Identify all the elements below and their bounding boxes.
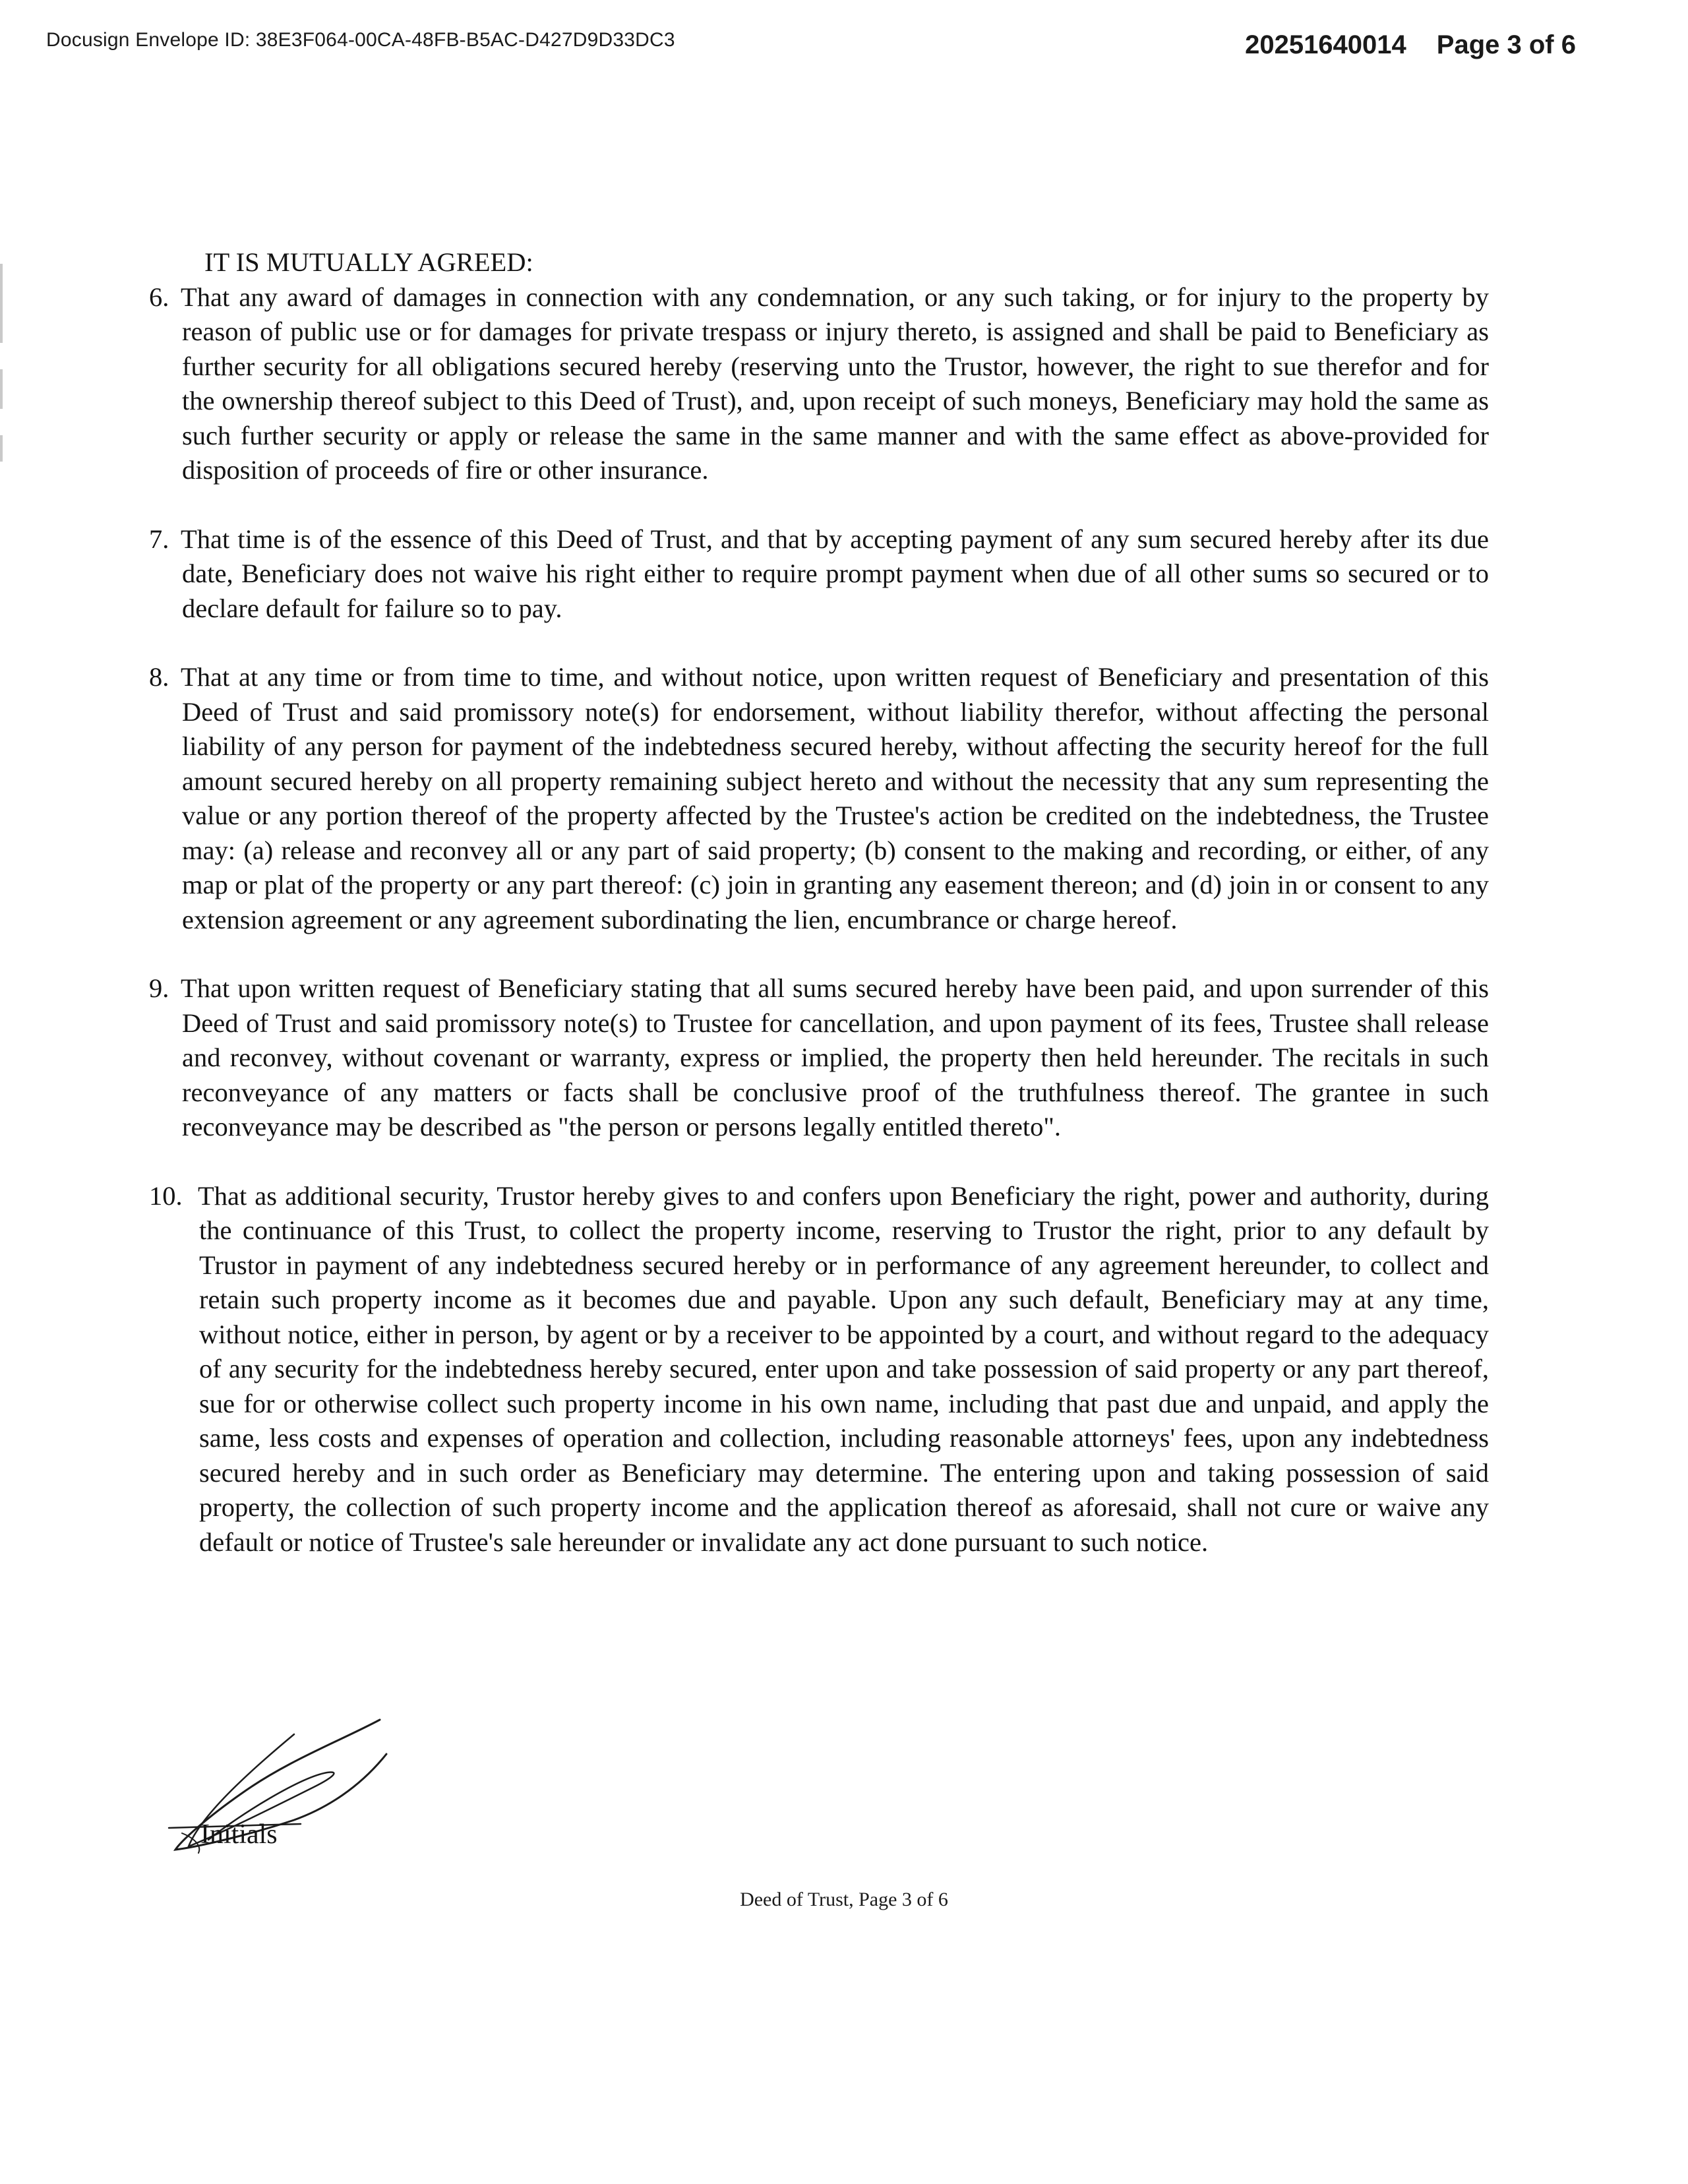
initials-block [162, 1714, 400, 1860]
clause-8 [149, 660, 1489, 937]
clause-number: 9. [149, 973, 169, 1003]
scan-mark [0, 264, 3, 343]
clause-number: 8. [149, 662, 169, 692]
section-heading: IT IS MUTUALLY AGREED: [204, 247, 533, 277]
scan-mark [0, 369, 3, 409]
initials-signature [162, 1714, 400, 1860]
clause-10 [149, 1179, 1489, 1560]
clause-text: That as additional security, Trustor hereby gives to and confers upon Beneficiary the right, power and authority, during the continuance of this Trust, to collect the property income, reserving to Trustor the right, prior to any default by Trustor in payment of any indebtedness secured hereby or in performance of any agreement hereunder, to collect and retain such property income as it becomes due and payable. Upon any such default, Beneficiary may at any time, without notice, either in person, by agent or by a receiver to be appointed by a court, and without regard to the adequacy of any security for the indebtedness hereby secured, enter upon and take possession of said property or any part thereof, sue for or otherwise collect such property income in his own name, including that past due and unpaid, and apply the same, less costs and expenses of operation and collection, including reasonable attorneys' fees, upon any indebtedness secured hereby and in such order as Beneficiary may determine. The entering upon and taking possession of said property, the collection of such property income and the application thereof as aforesaid, shall not cure or waive any default or notice of Trustee's sale hereunder or invalidate any act done pursuant to such notice. [198, 1180, 1489, 1557]
initials-label: Initials [200, 1819, 278, 1850]
header-right [1245, 30, 1576, 60]
clause-7 [149, 522, 1489, 626]
document-body [149, 245, 1489, 1560]
clause-6 [149, 280, 1489, 488]
clause-number: 10. [149, 1180, 183, 1211]
clause-text: That time is of the essence of this Deed of Trust, and that by accepting payment of any sum secured hereby after its due date, Beneficiary does not waive his right either to require prompt payment when due of all other sums so secured or to declare default for failure so to pay. [181, 524, 1489, 623]
clause-9 [149, 971, 1489, 1145]
clause-number: 6. [149, 282, 169, 312]
clause-text: That any award of damages in connection with any condemnation, or any such taking, or for injury to the property by reason of public use or for damages for private trespass or injury thereto, is assigned and shall be paid to Beneficiary as further security for all obligations secured hereby (reserving unto the Trustor, however, the right to sue therefor and for the ownership thereof subject to this Deed of Trust), and, upon receipt of such moneys, Beneficiary may hold the same as such further security or apply or release the same in the same manner and with the same effect as above-provided for disposition of proceeds of fire or other insurance. [181, 282, 1489, 485]
clause-text: That at any time or from time to time, and without notice, upon written request of Beneficiary and presentation of this Deed of Trust and said promissory note(s) for endorsement, without liability therefor, without affecting the personal liability of any person for payment of the indebtedness secured hereby, without affecting the security hereof for the full amount secured hereby on all property remaining subject hereto and without the necessity that any sum representing the value or any portion thereof of the property affected by the Trustee's action be credited on the indebtedness, the Trustee may: (a) release and reconvey all or any part of said property; (b) consent to the making and recording, or either, of any map or plat of the property or any part thereof: (c) join in granting any easement thereon; and (d) join in or consent to any extension agreement or any agreement subordinating the lien, encumbrance or charge hereof. [181, 662, 1489, 934]
scan-mark [0, 435, 3, 462]
page-footer: Deed of Trust, Page 3 of 6 [740, 1889, 948, 1910]
envelope-id: Docusign Envelope ID: 38E3F064-00CA-48FB-B5AC-D427D9D33DC3 [46, 29, 675, 51]
clause-number: 7. [149, 524, 169, 554]
page-info: Page 3 of 6 [1436, 30, 1576, 59]
clause-text: That upon written request of Beneficiary stating that all sums secured hereby have been paid, and upon surrender of this Deed of Trust and said promissory note(s) to Trustee for cancellation, and upon payment of its fees, Trustee shall release and reconvey, without covenant or warranty, express or implied, the property then held hereunder. The recitals in such reconveyance of any matters or facts shall be conclusive proof of the truthfulness thereof. The grantee in such reconveyance may be described as "the person or persons legally entitled thereto". [181, 973, 1489, 1141]
document-number: 20251640014 [1245, 30, 1406, 59]
